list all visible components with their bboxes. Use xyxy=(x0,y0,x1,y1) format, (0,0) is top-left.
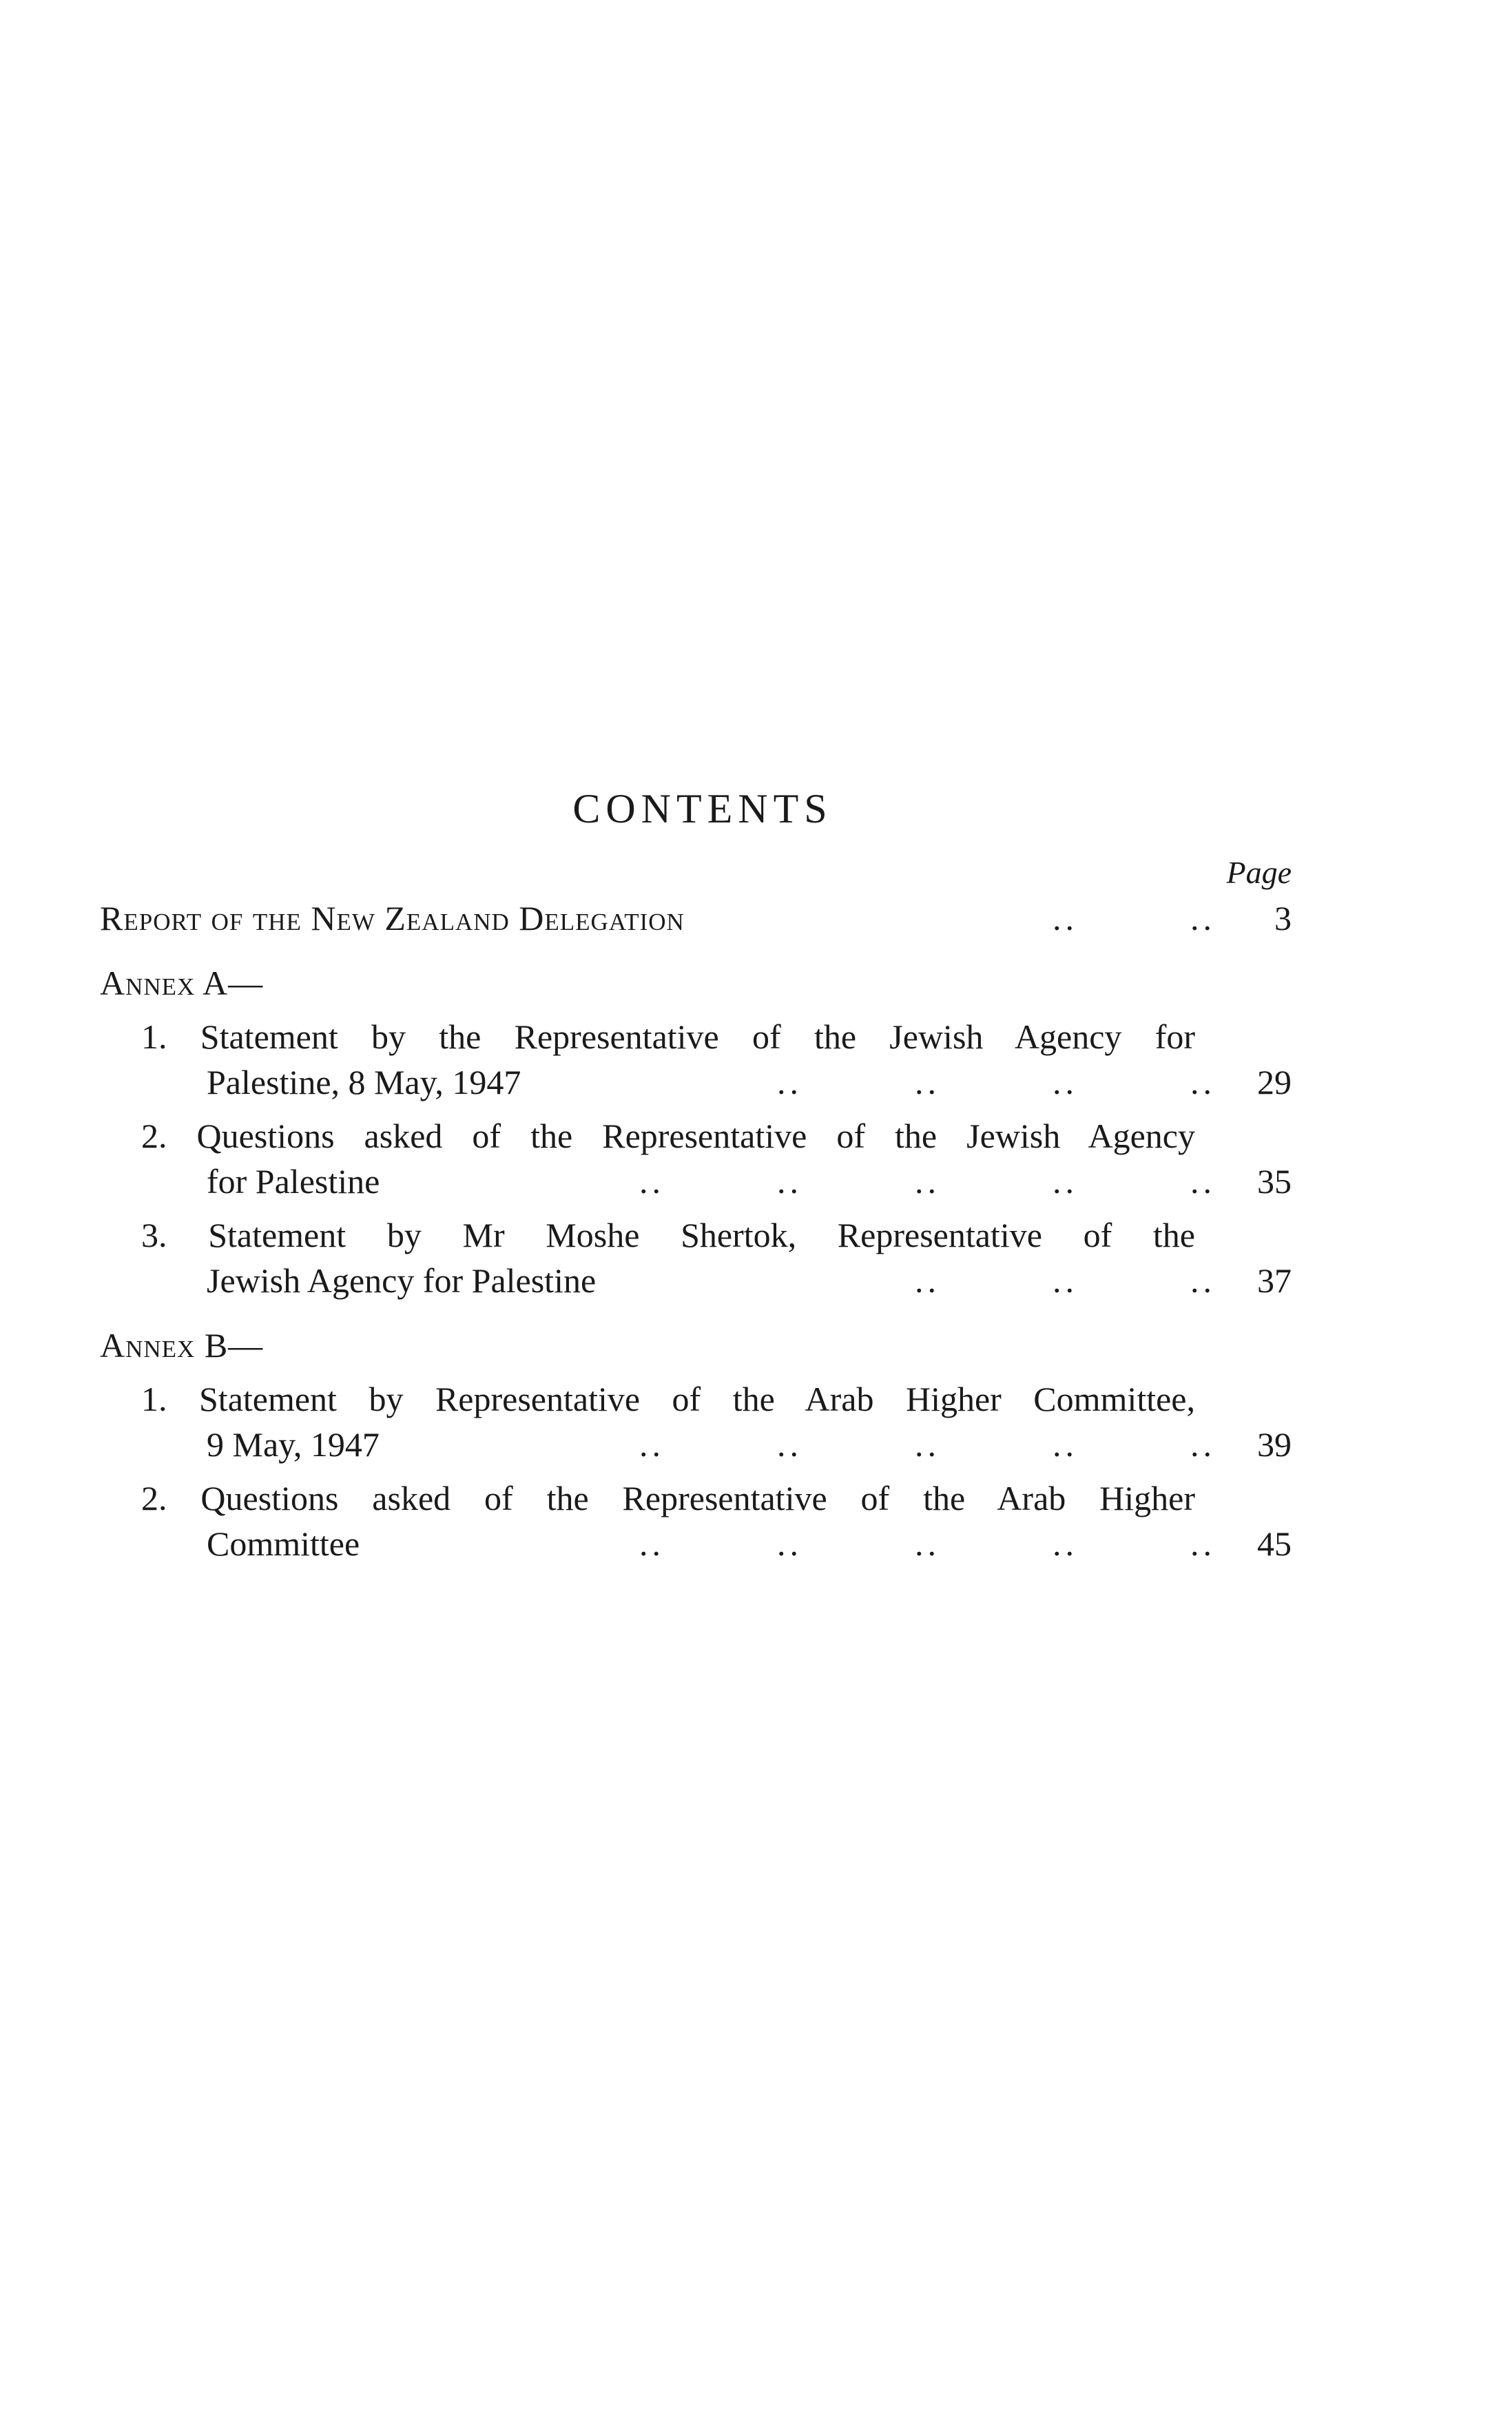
dot-leader: .. .. .. .. .. xyxy=(639,1425,1216,1464)
page-number: 29 xyxy=(1257,1063,1292,1101)
toc-entry-annex-a-2[interactable] xyxy=(100,1113,1292,1204)
page-number: 37 xyxy=(1257,1261,1292,1300)
toc-entry-line: 2. Questions asked of the Representative of the Arab Higher xyxy=(141,1479,1196,1517)
page-number: 35 xyxy=(1257,1162,1292,1201)
toc-entry-continuation: Palestine, 8 May, 1947 xyxy=(207,1063,521,1101)
toc-entry-annex-a-3[interactable] xyxy=(100,1212,1292,1303)
toc-entry-continuation: 9 May, 1947 xyxy=(207,1425,380,1464)
dot-leader: .. .. xyxy=(1053,899,1216,937)
page-column-label: Page xyxy=(1226,855,1292,890)
dot-leader: .. .. .. .. .. xyxy=(639,1162,1216,1201)
page-number: 39 xyxy=(1257,1425,1292,1464)
toc-entry-title: Report of the New Zealand Delegation xyxy=(100,899,685,937)
toc-entry-line: 1. Statement by Representative of the Arab Higher Committee, xyxy=(141,1380,1195,1418)
toc-entry-annex-b-1[interactable] xyxy=(100,1376,1292,1467)
toc-entry-line: 1. Statement by the Representative of the Jewish Agency for xyxy=(141,1017,1195,1056)
dot-leader: .. .. .. .. xyxy=(777,1063,1216,1101)
table-of-contents xyxy=(100,895,1292,1566)
page-number: 3 xyxy=(1274,899,1292,937)
page-title: CONTENTS xyxy=(572,786,833,831)
toc-entry-continuation: Jewish Agency for Palestine xyxy=(207,1261,597,1300)
page-number: 45 xyxy=(1257,1524,1292,1563)
annex-a-heading: Annex A— xyxy=(100,964,264,1002)
annex-b-heading: Annex B— xyxy=(100,1326,264,1365)
toc-entry-continuation: for Palestine xyxy=(207,1162,380,1201)
toc-entry-line: 2. Questions asked of the Representative of the Jewish Agency xyxy=(141,1117,1196,1155)
dot-leader: .. .. .. .. .. xyxy=(639,1524,1216,1563)
toc-entry-annex-b-2[interactable] xyxy=(100,1475,1292,1566)
toc-entry-continuation: Committee xyxy=(207,1524,360,1563)
toc-entry-line: 3. Statement by Mr Moshe Shertok, Representative of the xyxy=(141,1216,1195,1254)
toc-entry-annex-a-1[interactable] xyxy=(100,1014,1292,1105)
toc-entry-report[interactable] xyxy=(100,895,1292,941)
dot-leader: .. .. .. xyxy=(915,1261,1216,1300)
